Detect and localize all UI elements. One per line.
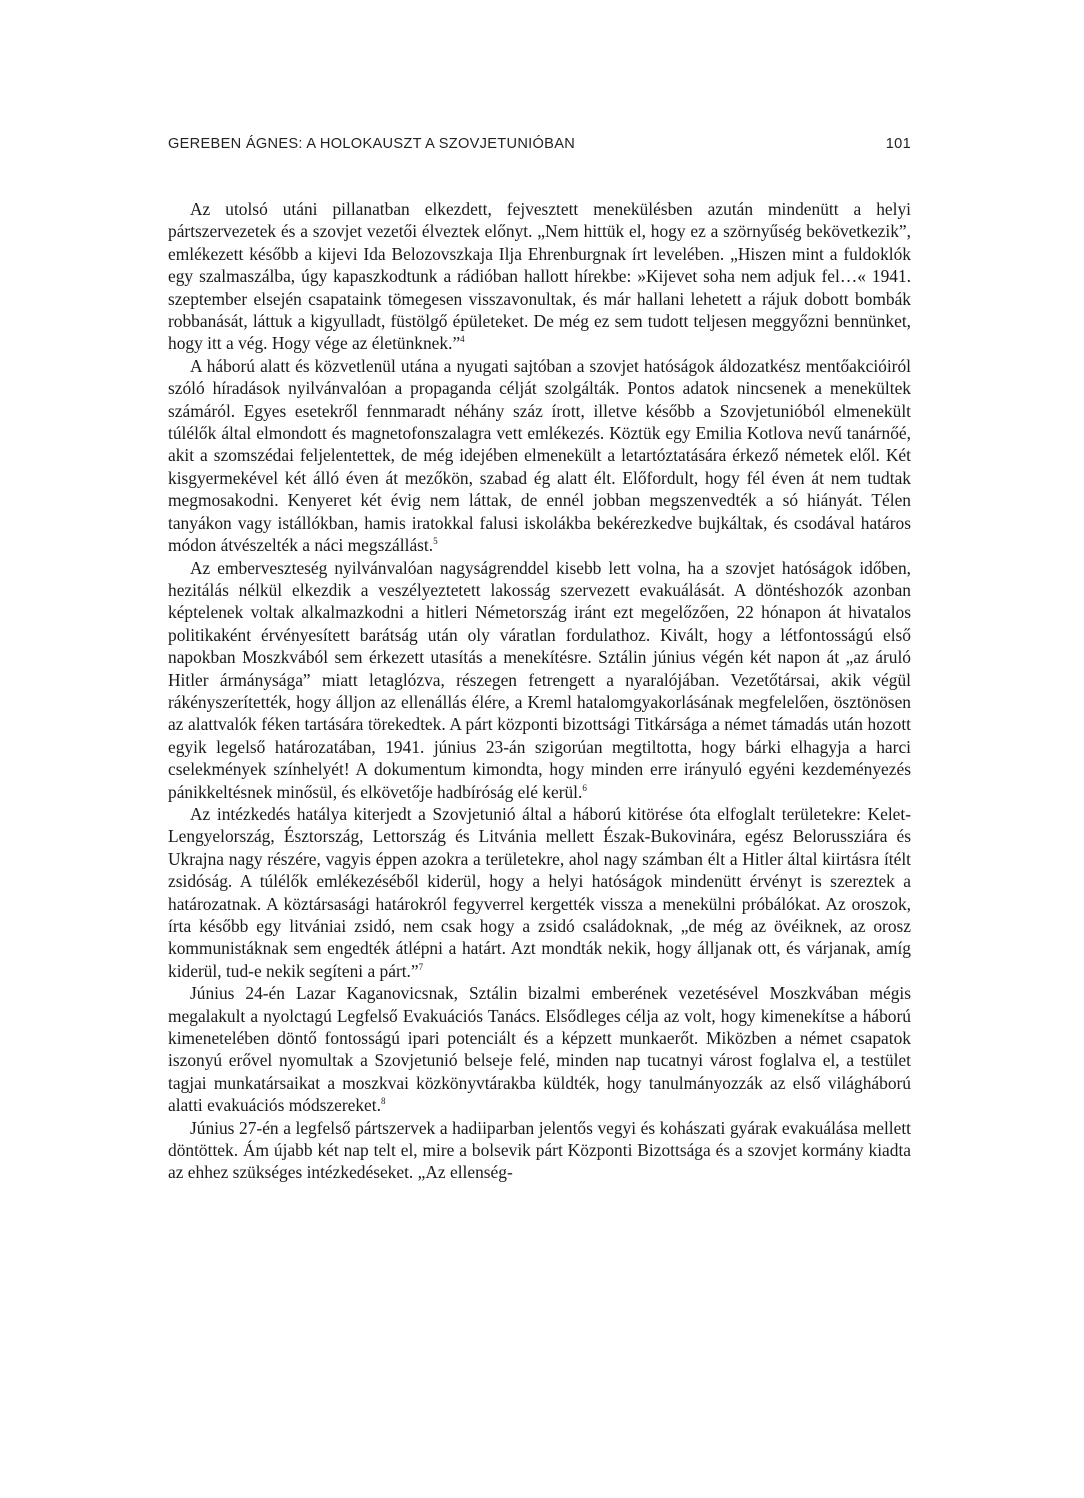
paragraph-3 — [168, 557, 911, 803]
body-text — [168, 198, 911, 1184]
paragraph-text: Június 27-én a legfelső pártszervek a hadiiparban jelentős vegyi és kohászati gyárak evakuálása mellett döntöttek. Ám újabb két nap telt el, mire a bolsevik párt Központi Bizottsága és a szovjet kormány kiadta az ehhez szükséges intézkedéseket. „Az ellenség- — [168, 1117, 911, 1183]
paragraph-text: Az emberveszteség nyilvánvalóan nagyságrenddel kisebb lett volna, ha a szovjet hatóságok időben, hezitálás nélkül elkezdik a veszélyeztetett lakosság szervezett evakuálását. A döntéshozók azonban képtelenek voltak alkalmazkodni a hitleri Németország iránt ezt megelőzően, 22 hónapon át hivatalos politikaként érvényesített barátság után oly váratlan fordulathoz. Kivált, hogy a létfontosságú első napokban Moszkvából sem érkezett utasítás a menekítésre. Sztálin június végén két napon át „az áruló Hitler ármánysága” miatt letaglózva, részegen fetrengett a nyaralójában. Vezetőtársai, akik végül rákényszerítették, hogy álljon az ellenállás élére, a Kreml hatalomgyakorlásának megfelelően, ösztönösen az alattvalók féken tartására törekedtek. A párt központi bizottsági Titkársága a német támadás után hozott egyik legelső határozatában, 1941. június 23-án szigorúan megtiltotta, hogy bárki elhagyja a harci cselekmények színhelyét! A dokumentum kimondta, hogy minden erre irányuló egyéni kezdeményezés pánikkeltésnek minősül, és elkövetője hadbíróság elé kerül. — [168, 557, 911, 802]
running-title: GEREBEN ÁGNES: A HOLOKAUSZT A SZOVJETUNIÓBAN — [168, 136, 576, 152]
paragraph-2 — [168, 355, 911, 557]
paragraph-text: Az utolsó utáni pillanatban elkezdett, fejvesztett menekülésben azután mindenütt a helyi pártszervezetek és a szovjet vezetői élveztek előnyt. „Nem hittük el, hogy ez a szörnyűség bekövetkezik”, emlékezett később a kijevi Ida Belozovszkaja Ilja Ehrenburgnak írt levelében. „Hiszen mint a fuldoklók egy szalmaszálba, úgy kapaszkodtunk a rádióban hallott hírekbe: »Kijevet soha nem adjuk fel…« 1941. szeptember elsején csapataink tömegesen visszavonultak, és már hallani lehetett a rájuk dobott bombák robbanását, láttuk a kigyulladt, füstölgő épületeket. De még ez sem tudott teljesen meggyőzni bennünket, hogy itt a vég. Hogy vége az életünknek.” — [168, 199, 911, 354]
footnote-marker: 8 — [380, 1096, 386, 1107]
paragraph-1 — [168, 198, 911, 355]
footnote-marker: 5 — [433, 536, 438, 547]
paragraph-text: A háború alatt és közvetlenül utána a nyugati sajtóban a szovjet hatóságok áldozatkész mentőakcióiról szóló híradások nyilvánvalóan a propaganda célját szolgálták. Pontos adatok nincsenek a menekültek számáról. Egyes esetekről fennmaradt néhány száz írott, illetve később a Szovjetunióból elmenekült túlélők által elmondott és magnetofonszalagra vett emlékezés. Köztük egy Emilia Kotlova nevű tanárnőé, akit a szomszédai feljelentettek, de még idejében elmenekült a letartóztatására érkező németek elől. Két kisgyermekével két álló éven át mezőkön, szabad ég alatt élt. Előfordult, hogy fél éven át nem tudtak megmosakodni. Kenyeret két évig nem láttak, de ennél jobban megszenvedték a só hiányát. Télen tanyákon vagy istállókban, hamis iratokkal falusi iskolákba bekérezkedve bujkáltak, és csodával határos módon átvészelték a náci megszállást. — [168, 355, 911, 556]
paragraph-6 — [168, 1117, 911, 1184]
paragraph-text: Az intézkedés hatálya kiterjedt a Szovjetunió által a háború kitörése óta elfoglalt területekre: Kelet-Lengyelország, Észtország, Lettország és Litvánia mellett Észak-Bukovinára, egész Belorussziára és Ukrajna nagy részére, vagyis éppen azokra a területekre, ahol nagy számban élt a Hitler által kiirtásra ítélt zsidóság. A túlélők emlékezéséből kiderül, hogy a helyi hatóságok mindenütt érvényt is szereztek a határozatnak. A köztársasági határokról fegyverrel kergették vissza a menekülni próbálókat. Az oroszok, írta később egy litvániai zsidó, nem csak hogy a zsidó családoknak, „de még az övéiknek, az orosz kommunistáknak sem engedték átlépni a határt. Azt mondták nekik, hogy álljanak ott, és várjanak, amíg kiderül, tud-e nekik segíteni a párt.” — [168, 803, 911, 981]
footnote-marker: 4 — [460, 334, 465, 345]
paragraph-5 — [168, 982, 911, 1116]
paragraph-text: Június 24-én Lazar Kaganovicsnak, Sztálin bizalmi emberének vezetésével Moszkvában mégis megalakult a nyolctagú Legfelső Evakuációs Tanács. Elsődleges célja az volt, hogy kimenekítse a háború kimenetelében döntő fontosságú ipari potenciált és a képzett munkaerőt. Miközben a német csapatok iszonyú erővel nyomultak a Szovjetunió belseje felé, minden nap tucatnyi várost foglalva el, a testület tagjai munkatársaikat a moszkvai közkönyvtárakba küldték, hogy tanulmányozzák az első világháború alatti evakuációs módszereket. — [168, 983, 911, 1116]
footnote-marker: 6 — [582, 782, 587, 793]
footnote-marker: 7 — [418, 962, 424, 973]
running-head — [168, 136, 911, 156]
paragraph-4 — [168, 803, 911, 982]
page-number: 101 — [885, 136, 911, 152]
